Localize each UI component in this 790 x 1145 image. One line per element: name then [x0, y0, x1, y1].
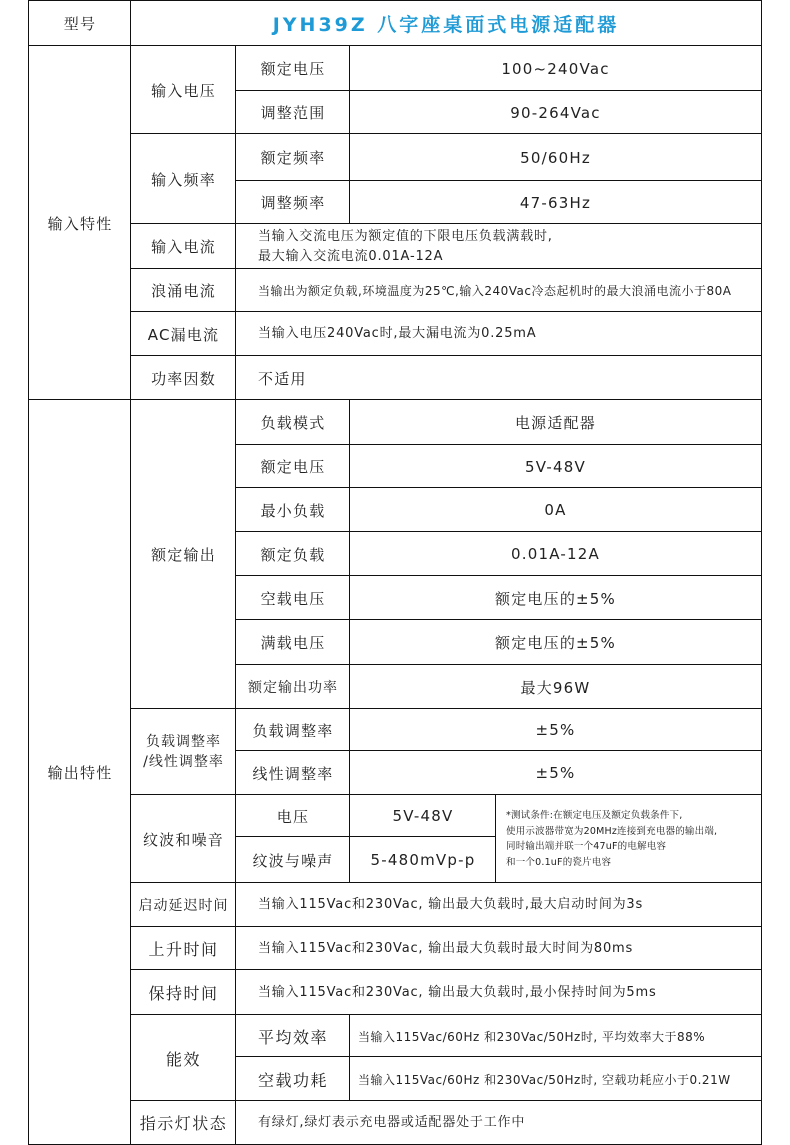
rated-output-value: 5V-48V — [349, 444, 762, 489]
noload-power-label: 空载功耗 — [235, 1056, 351, 1102]
rated-output-group: 额定输出 — [130, 399, 237, 710]
load-regulation-value: ±5% — [349, 708, 762, 752]
load-regulation-label: 负载调整率 — [235, 708, 351, 752]
ac-leakage-label: AC漏电流 — [130, 311, 237, 357]
hold-time-label: 保持时间 — [130, 969, 237, 1016]
regulation-group: 负载调整率 /线性调整率 — [130, 708, 237, 796]
ripple-noise-value: 5-480mVp-p — [349, 836, 497, 884]
rated-output-value: 0A — [349, 487, 762, 533]
adjust-frequency-label: 调整频率 — [235, 180, 351, 225]
rated-output-value: 电源适配器 — [349, 399, 762, 446]
rated-output-label: 额定电压 — [235, 444, 351, 489]
ripple-voltage-label: 电压 — [235, 794, 351, 838]
input-current-label: 输入电流 — [130, 223, 237, 270]
input-section-label: 输入特性 — [28, 45, 132, 401]
average-efficiency-label: 平均效率 — [235, 1014, 351, 1058]
ripple-test-note: *测试条件:在额定电压及额定负载条件下, 使用示波器带宽为20MHz连接到充电器的输出端, 同时输出端并联一个47uF的电解电容 和一个0.1uF的瓷片电容 — [495, 794, 762, 884]
rated-output-label: 最小负载 — [235, 487, 351, 533]
efficiency-group: 能效 — [130, 1014, 237, 1102]
power-factor-value: 不适用 — [235, 355, 762, 401]
rated-frequency-value: 50/60Hz — [349, 133, 762, 182]
surge-current-label: 浪涌电流 — [130, 268, 237, 313]
rated-voltage-value: 100~240Vac — [349, 45, 762, 92]
line-regulation-label: 线性调整率 — [235, 750, 351, 796]
rise-time-label: 上升时间 — [130, 926, 237, 971]
ripple-noise-group: 纹波和噪音 — [130, 794, 237, 884]
indicator-label: 指示灯状态 — [130, 1100, 237, 1145]
adjust-frequency-value: 47-63Hz — [349, 180, 762, 225]
ac-leakage-value: 当输入电压240Vac时,最大漏电流为0.25mA — [235, 311, 762, 357]
model-label: 型号 — [28, 0, 132, 47]
voltage-range-label: 调整范围 — [235, 90, 351, 135]
average-efficiency-value: 当输入115Vac/60Hz 和230Vac/50Hz时, 平均效率大于88% — [349, 1014, 762, 1058]
rated-output-value: 额定电压的±5% — [349, 575, 762, 621]
voltage-range-value: 90-264Vac — [349, 90, 762, 135]
hold-time-value: 当输入115Vac和230Vac, 输出最大负载时,最小保持时间为5ms — [235, 969, 762, 1016]
rated-voltage-label: 额定电压 — [235, 45, 351, 92]
rated-output-label: 额定负载 — [235, 531, 351, 577]
startup-delay-label: 启动延迟时间 — [130, 882, 237, 928]
rated-frequency-label: 额定频率 — [235, 133, 351, 182]
ripple-noise-label: 纹波与噪声 — [235, 836, 351, 884]
rise-time-value: 当输入115Vac和230Vac, 输出最大负载时最大时间为80ms — [235, 926, 762, 971]
output-section-label: 输出特性 — [28, 399, 132, 1145]
rated-output-value: 最大96W — [349, 664, 762, 710]
rated-output-value: 0.01A-12A — [349, 531, 762, 577]
product-title: JYH39Z 八字座桌面式电源适配器 — [130, 0, 762, 47]
startup-delay-value: 当输入115Vac和230Vac, 输出最大负载时,最大启动时间为3s — [235, 882, 762, 928]
rated-output-label: 满载电压 — [235, 619, 351, 666]
ripple-voltage-value: 5V-48V — [349, 794, 497, 838]
noload-power-value: 当输入115Vac/60Hz 和230Vac/50Hz时, 空载功耗应小于0.21W — [349, 1056, 762, 1102]
indicator-value: 有绿灯,绿灯表示充电器或适配器处于工作中 — [235, 1100, 762, 1145]
input-current-value: 当输入交流电压为额定值的下限电压负载满载时, 最大输入交流电流0.01A-12A — [235, 223, 762, 270]
rated-output-value: 额定电压的±5% — [349, 619, 762, 666]
line-regulation-value: ±5% — [349, 750, 762, 796]
rated-output-label: 额定输出功率 — [235, 664, 351, 710]
rated-output-label: 负载模式 — [235, 399, 351, 446]
power-factor-label: 功率因数 — [130, 355, 237, 401]
surge-current-value: 当输出为额定负载,环境温度为25℃,输入240Vac冷态起机时的最大浪涌电流小于80A — [235, 268, 762, 313]
rated-output-label: 空载电压 — [235, 575, 351, 621]
input-frequency-group: 输入频率 — [130, 133, 237, 225]
input-voltage-group: 输入电压 — [130, 45, 237, 135]
